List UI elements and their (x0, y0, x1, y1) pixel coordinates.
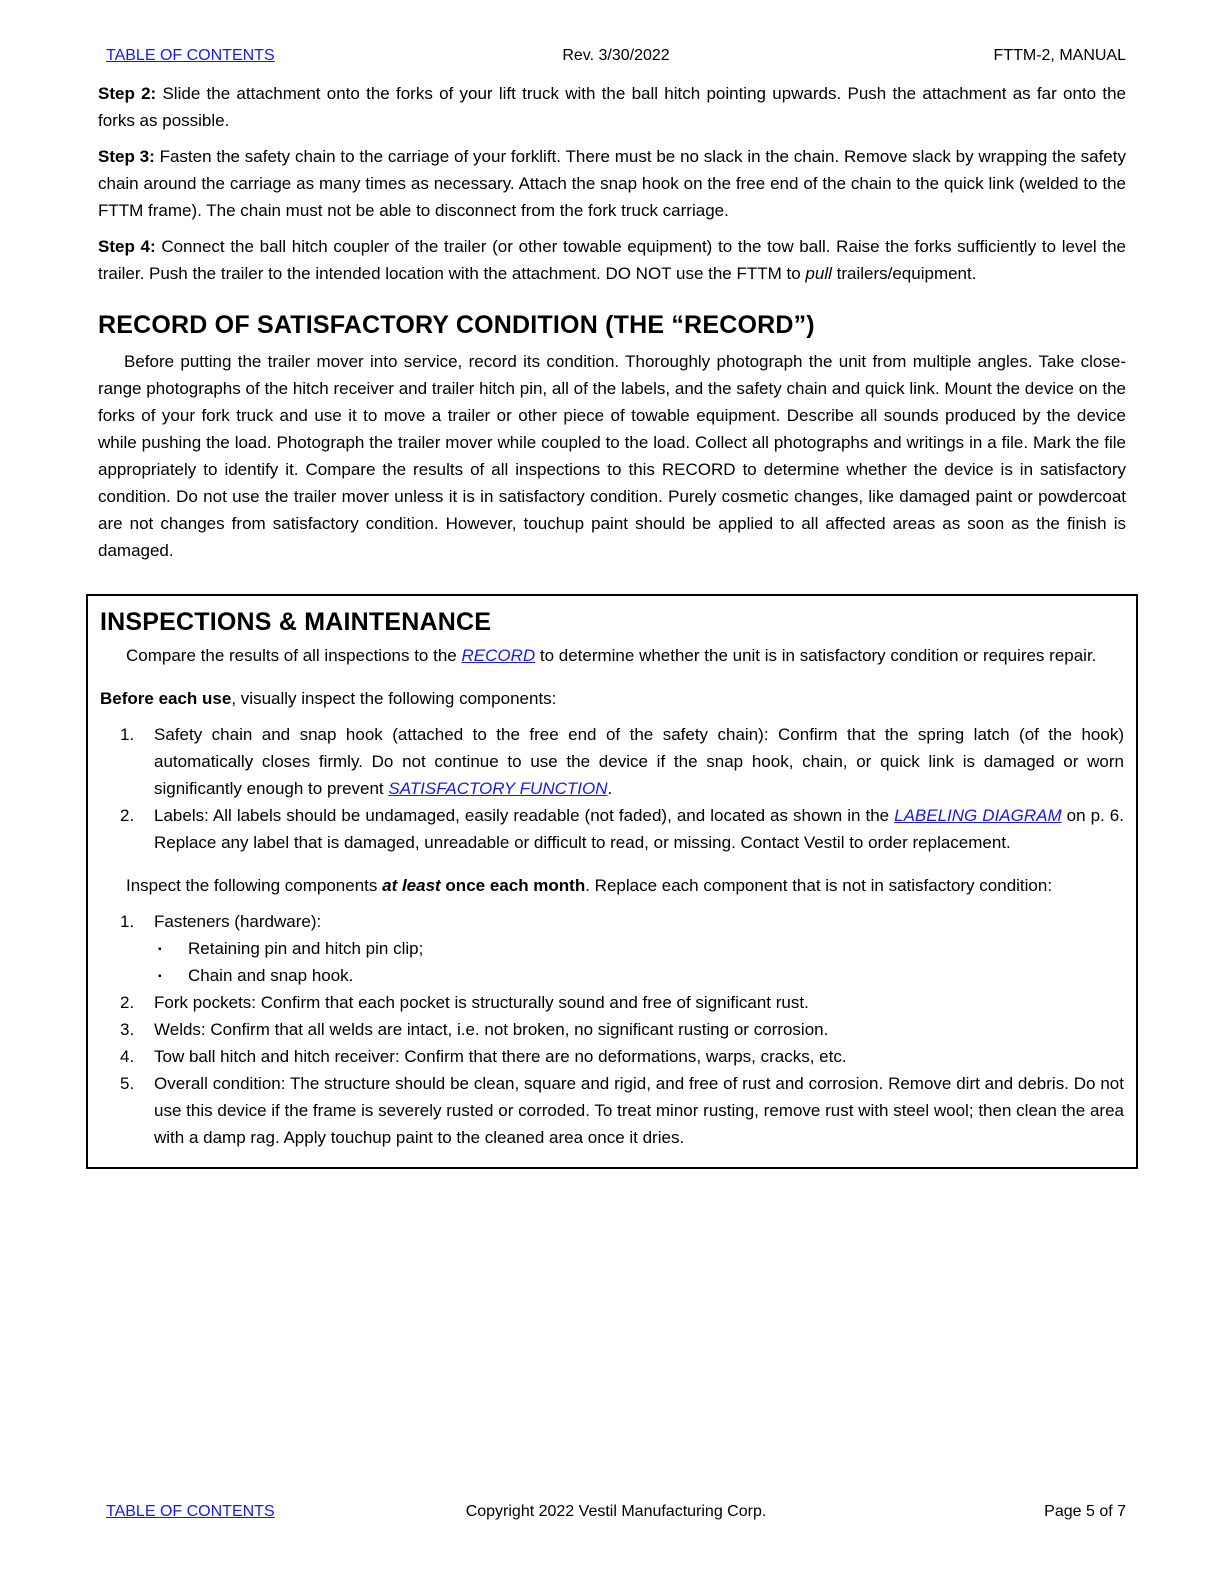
before-each-use-rest: , visually inspect the following components: (231, 689, 557, 708)
step-2-text: Slide the attachment onto the forks of your lift truck with the ball hitch pointing upwards. Push the attachment as far onto the forks as possible. (98, 84, 1126, 130)
month-item-1-sub-1-text: Retaining pin and hitch pin clip; (188, 939, 424, 958)
monthly-once-each-month: once each month (440, 876, 586, 895)
intro-pre: Compare the results of all inspections to the (126, 646, 462, 665)
table-of-contents-link-footer[interactable]: TABLE OF CONTENTS (106, 1503, 275, 1520)
use-item-1-text: Safety chain and snap hook (attached to the free end of the safety chain): Confirm that the spring latch (of the hook) automatically closes firmly. Do not continue to use the device if the snap hook, chain, or quick link is damaged or worn significantly enough to prevent (154, 725, 1124, 798)
month-item-2-text: Fork pockets: Confirm that each pocket is structurally sound and free of significant rust. (154, 993, 809, 1012)
inspections-box (86, 594, 1138, 1169)
month-item-3-number: 3. (120, 1020, 135, 1039)
use-item-1-number: 1. (120, 725, 135, 744)
page-footer (98, 1502, 1126, 1522)
use-item-2-number: 2. (120, 806, 135, 825)
inspections-intro (100, 642, 1124, 669)
month-item-3 (100, 1016, 1124, 1043)
intro-post: to determine whether the unit is in satisfactory condition or requires repair. (535, 646, 1097, 665)
use-item-1 (100, 721, 1124, 802)
month-item-2 (100, 989, 1124, 1016)
labeling-diagram-link[interactable]: LABELING DIAGRAM (894, 806, 1062, 825)
month-item-2-number: 2. (120, 993, 135, 1012)
page-number: Page 5 of 7 (1044, 1503, 1126, 1520)
record-section-body: Before putting the trailer mover into service, record its condition. Thoroughly photograph the unit from multiple angles. Take close-range photographs of the hitch receiver and trailer hitch pin, all of the labels, and the safety chain and quick link. Mount the device on the forks of your fork truck and use it to move a trailer or other piece of towable equipment. Describe all sounds produced by the device while pushing the load. Photograph the trailer mover while coupled to the load. Collect all photographs and writings in a file. Mark the file appropriately to identify it. Compare the results of all inspections to this RECORD to determine whether the device is in satisfactory condition. Do not use the trailer mover unless it is in satisfactory condition. Purely cosmetic changes, like damaged paint or powdercoat are not changes from satisfactory condition. However, touchup paint should be applied to all affected areas as soon as the finish is damaged. (98, 352, 1126, 560)
inspections-heading: INSPECTIONS & MAINTENANCE (100, 608, 492, 636)
month-item-4-text: Tow ball hitch and hitch receiver: Confirm that there are no deformations, warps, cracks, etc. (154, 1047, 847, 1066)
step-2-paragraph (98, 80, 1126, 134)
page-header (98, 46, 1126, 66)
month-item-3-text: Welds: Confirm that all welds are intact, i.e. not broken, no significant rusting or corrosion. (154, 1020, 829, 1039)
satisfactory-function-link[interactable]: SATISFACTORY FUNCTION (388, 779, 608, 798)
monthly-post: . Replace each component that is not in satisfactory condition: (585, 876, 1053, 895)
month-item-1-sub-2-text: Chain and snap hook. (188, 966, 354, 985)
revision-date: Rev. 3/30/2022 (562, 47, 670, 64)
step-4-text-pre: Connect the ball hitch coupler of the trailer (or other towable equipment) to the tow ball. Raise the forks sufficiently to level the trailer. Push the trailer to the intended location with the attachment. DO NOT use the FTTM to (98, 237, 1126, 283)
table-of-contents-link[interactable]: TABLE OF CONTENTS (106, 47, 275, 64)
use-item-2-text: Labels: All labels should be undamaged, easily readable (not faded), and located as shown in the (154, 806, 895, 825)
monthly-at-least: at least (382, 876, 441, 895)
month-item-5-number: 5. (120, 1074, 135, 1093)
step-4-italic-word: pull (805, 264, 832, 283)
square-bullet-icon: ▪ (158, 971, 162, 982)
step-4-text-post: trailers/equipment. (831, 264, 977, 283)
month-item-5-text: Overall condition: The structure should be clean, square and rigid, and free of rust and corrosion. Remove dirt and debris. Do not use this device if the frame is severely rusted or corroded. To treat minor rusting, remove rust with steel wool; then clean the area with a damp rag. Apply touchup paint to the cleaned area once it dries. (154, 1074, 1124, 1147)
month-item-1-sub-2 (100, 962, 1124, 989)
month-item-1-sub-1 (100, 935, 1124, 962)
copyright-text: Copyright 2022 Vestil Manufacturing Corp. (465, 1503, 767, 1520)
month-item-1 (100, 908, 1124, 935)
month-item-5 (100, 1070, 1124, 1151)
month-item-1-text: Fasteners (hardware): (154, 912, 322, 931)
step-4-paragraph (98, 233, 1126, 287)
document-id: FTTM-2, MANUAL (993, 47, 1126, 64)
footer-left (98, 1502, 446, 1522)
use-item-2 (100, 802, 1124, 856)
step-3-text: Fasten the safety chain to the carriage of your forklift. There must be no slack in the chain. Remove slack by wrapping the safety chain around the carriage as many times as necessary. Attach the snap hook on the free end of the chain to the quick link (welded to the FTTM frame). The chain must not be able to disconnect from the fork truck carriage. (98, 147, 1126, 220)
step-3-label: Step 3: (98, 147, 155, 166)
before-each-use-bold: Before each use (100, 689, 232, 708)
use-item-2-text-post: on p. 6. Replace any label that is damaged, unreadable or difficult to read, or missing. Contact Vestil to order replacement. (154, 806, 1124, 852)
monthly-intro (100, 872, 1124, 899)
month-item-1-number: 1. (120, 912, 135, 931)
record-link[interactable]: RECORD (461, 646, 536, 665)
step-3-paragraph (98, 143, 1126, 224)
header-left (106, 46, 446, 66)
use-item-1-text-post: . (607, 779, 613, 798)
month-item-4 (100, 1043, 1124, 1070)
step-2-label: Step 2: (98, 84, 157, 103)
record-section-heading: RECORD OF SATISFACTORY CONDITION (THE “RECORD”) (98, 311, 815, 339)
before-each-use-line (100, 685, 1124, 712)
square-bullet-icon: ▪ (158, 944, 162, 955)
month-item-4-number: 4. (120, 1047, 135, 1066)
monthly-pre: Inspect the following components (126, 876, 383, 895)
step-4-label: Step 4: (98, 237, 156, 256)
